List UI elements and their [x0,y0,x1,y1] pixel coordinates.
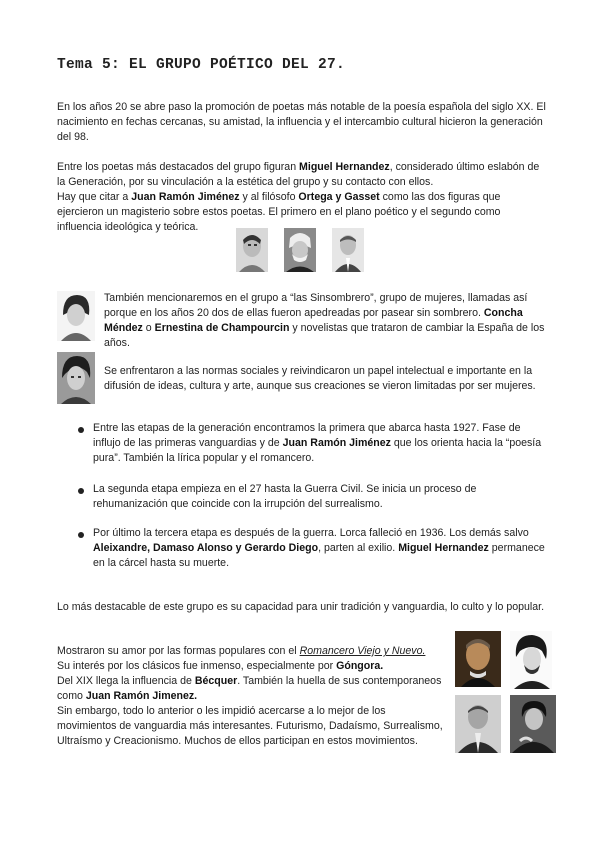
portrait-gongora [455,631,501,687]
intro-paragraph-2: Entre los poetas más destacados del grupo figuran Miguel Hernandez, considerado último eslabón de la Generación, por su vinculación a la estética del grupo y su contacto con ellos. Hay que citar a Juan Ramón Jiménez y al filósofo Ortega y Gasset como las dos figuras que ejercieron un magisterio sobre estos poetas. El primero en el plano poético y el segundo como influencia ideológica y teórica. [57,161,540,233]
intro-paragraph-1: En los años 20 se abre paso la promoción de poetas más notable de la poesía española del siglo XX. El nacimiento en fechas cercanas, su amistad, la influencia y el intercambio cultural hicieron la generación del 98. [57,101,546,143]
bullet-dot [78,488,84,494]
bullet-dot [78,427,84,433]
closing-list: Mostraron su amor por las formas populares con el Romancero Viejo y Nuevo. Su interés por los clásicos fue inmenso, especialmente por Góngora. Del XIX llega la influencia de Bécquer. También la huella de sus contemporaneos como Juan Ramón Jimenez. Sin embargo, todo lo anterior o les impidió acercarse a lo mejor de los movimientos de vanguardia más interesantes. Futurismo, Dadaísmo, Surrealismo, Ultraísmo y Creacionismo. Muchos de ellos participan en estos movimientos. [57,645,443,747]
list-item: La segunda etapa empieza en el 27 hasta la Guerra Civil. Se inicia un proceso de rehumanización que coincide con la irrupción del surrealismo. [93,483,477,510]
page-title: Tema 5: EL GRUPO POÉTICO DEL 27. [57,57,346,73]
portrait-photo-ernestina [57,352,95,404]
portrait-juan-ramon [455,695,501,753]
portrait-photo-1 [236,228,268,272]
bullet-dot [78,532,84,538]
sinsombrero-paragraph: También mencionaremos en el grupo a “las Sinsombrero”, grupo de mujeres, llamadas así porque en los años 20 dos de ellas fueron apedreadas por pasear sin sombrero. Concha Méndez o Ernestina de Champourcin y novelistas que trataron de cambiar la España de los años. [104,292,545,349]
list-item: Entre las etapas de la generación encontramos la primera que abarca hasta 1927. Fase de influjo de las primeras vanguardias y de Juan Ramón Jiménez que los orienta hacia la “poesía pura”. También la lírica popular y el romancero. [93,422,542,464]
portrait-poet [510,695,556,753]
list-item: Por último la tercera etapa es después de la guerra. Lorca falleció en 1936. Los demás salvo Aleixandre, Damaso Alonso y Gerardo Diego, parten al exilio. Miguel Hernandez permanece en la cárcel hasta su muerte. [93,527,545,569]
closing-paragraph: Lo más destacable de este grupo es su capacidad para unir tradición y vanguardia, lo culto y lo popular. [57,601,545,613]
portrait-photo-concha [57,291,95,341]
sinsombrero-paragraph-2: Se enfrentaron a las normas sociales y reivindicaron un papel intelectual e importante en la difusión de ideas, cultura y arte, aunque sus creaciones se vieron limitadas por ser mujeres. [104,365,536,392]
portrait-photo-2 [284,228,316,272]
portrait-photo-3 [332,228,364,272]
portrait-becquer [510,631,552,689]
